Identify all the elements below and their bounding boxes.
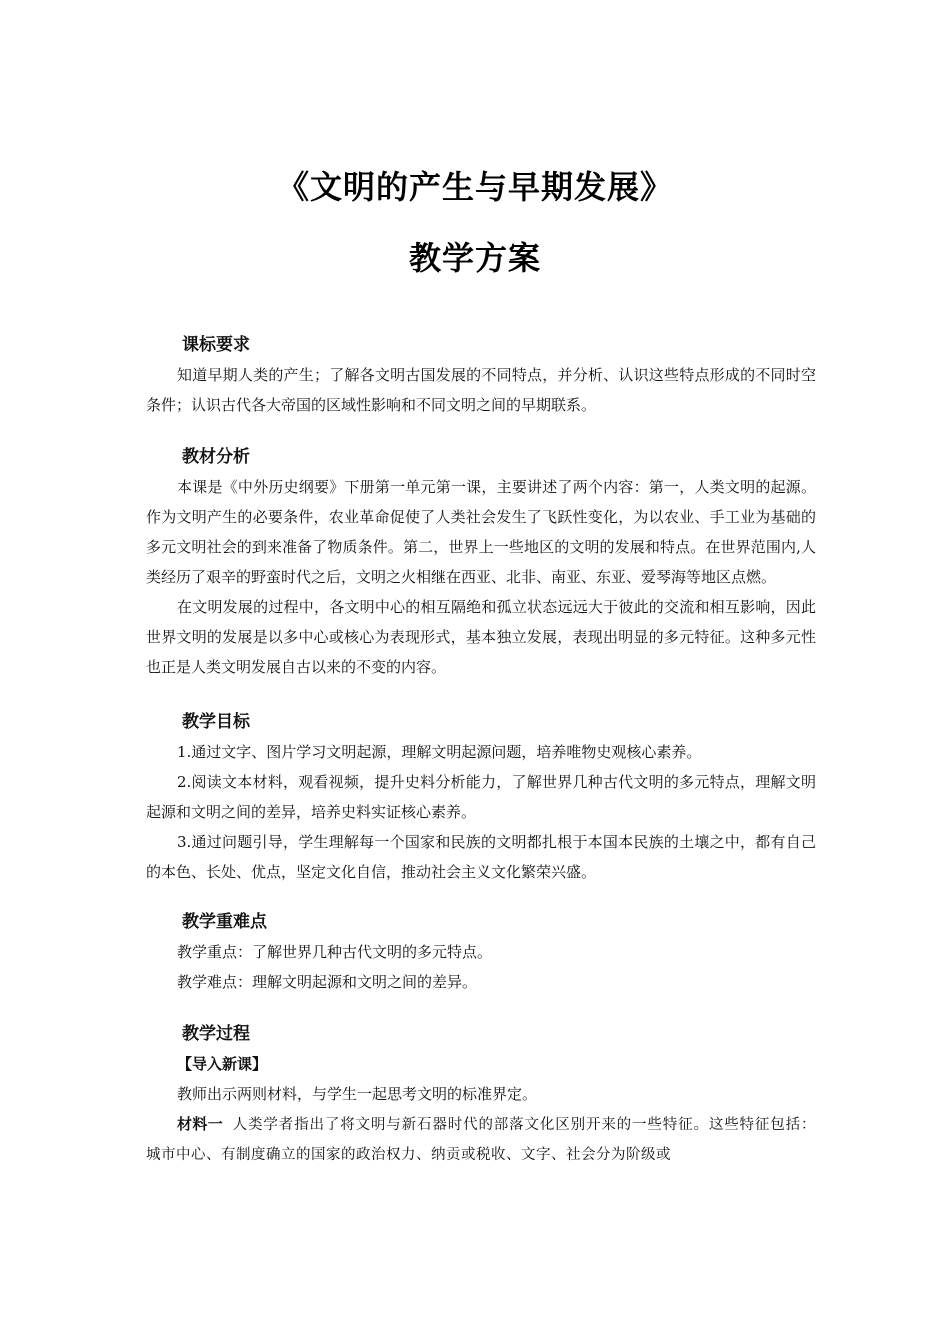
document-title: 《文明的产生与早期发展》: [276, 168, 673, 206]
curriculum-paragraph: 知道早期人类的产生；了解各文明古国发展的不同特点，并分析、认识这些特点形成的不同时空条件；认识古代各大帝国的区域性影响和不同文明之间的早期联系。: [146, 366, 816, 414]
objective-item-3: 3.通过问题引导，学生理解每一个国家和民族的文明都扎根于本国本民族的土壤之中，都有自己的本色、长处、优点，坚定文化自信，推动社会主义文化繁荣兴盛。: [146, 833, 816, 881]
document-body: [146, 330, 816, 1170]
analysis-paragraph-2: 在文明发展的过程中，各文明中心的相互隔绝和孤立状态远远大于彼此的交流和相互影响，因此世界文明的发展是以多中心或核心为表现形式，基本独立发展，表现出明显的多元特征。这种多元性也正是人类文明发展自古以来的不变的内容。: [146, 598, 816, 676]
objective-item-1: 1.通过文字、图片学习文明起源，理解文明起源问题，培养唯物史观核心素养。: [177, 743, 702, 761]
material-1-label: 材料一: [177, 1115, 224, 1133]
document-subtitle: 教学方案: [408, 239, 541, 277]
section-heading-analysis: 教材分析: [182, 447, 250, 467]
section-heading-key-points: 教学重难点: [182, 912, 267, 932]
intro-subheading: 【导入新课】: [177, 1055, 268, 1073]
objective-item-2: 2.阅读文本材料，观看视频，提升史料分析能力，了解世界几种古代文明的多元特点，理解文明起源和文明之间的差异，培养史料实证核心素养。: [146, 773, 816, 821]
section-heading-objectives: 教学目标: [182, 712, 250, 732]
section-heading-process: 教学过程: [182, 1024, 250, 1044]
section-heading-curriculum: 课标要求: [182, 335, 250, 355]
key-point-focus: 教学重点：了解世界几种古代文明的多元特点。: [177, 943, 493, 961]
key-point-difficulty: 教学难点：理解文明起源和文明之间的差异。: [177, 973, 478, 991]
intro-paragraph: 教师出示两则材料，与学生一起思考文明的标准界定。: [177, 1085, 538, 1103]
material-1: [146, 1109, 816, 1170]
analysis-paragraph-1: 本课是《中外历史纲要》下册第一单元第一课，主要讲述了两个内容：第一，人类文明的起源。作为文明产生的必要条件，农业革命促使了人类社会发生了飞跃性变化，为以农业、手工业为基础的多元文明社会的到来准备了物质条件。第二，世界上一些地区的文明的发展和特点。在世界范围内,人类经历了艰辛的野蛮时代之后，文明之火相继在西亚、北非、南亚、东亚、爱琴海等地区点燃。: [146, 478, 816, 586]
material-1-text: 人类学者指出了将文明与新石器时代的部落文化区别开来的一些特征。这些特征包括：城市中心、有制度确立的国家的政治权力、纳贡或税收、文字、社会分为阶级或: [146, 1117, 816, 1163]
